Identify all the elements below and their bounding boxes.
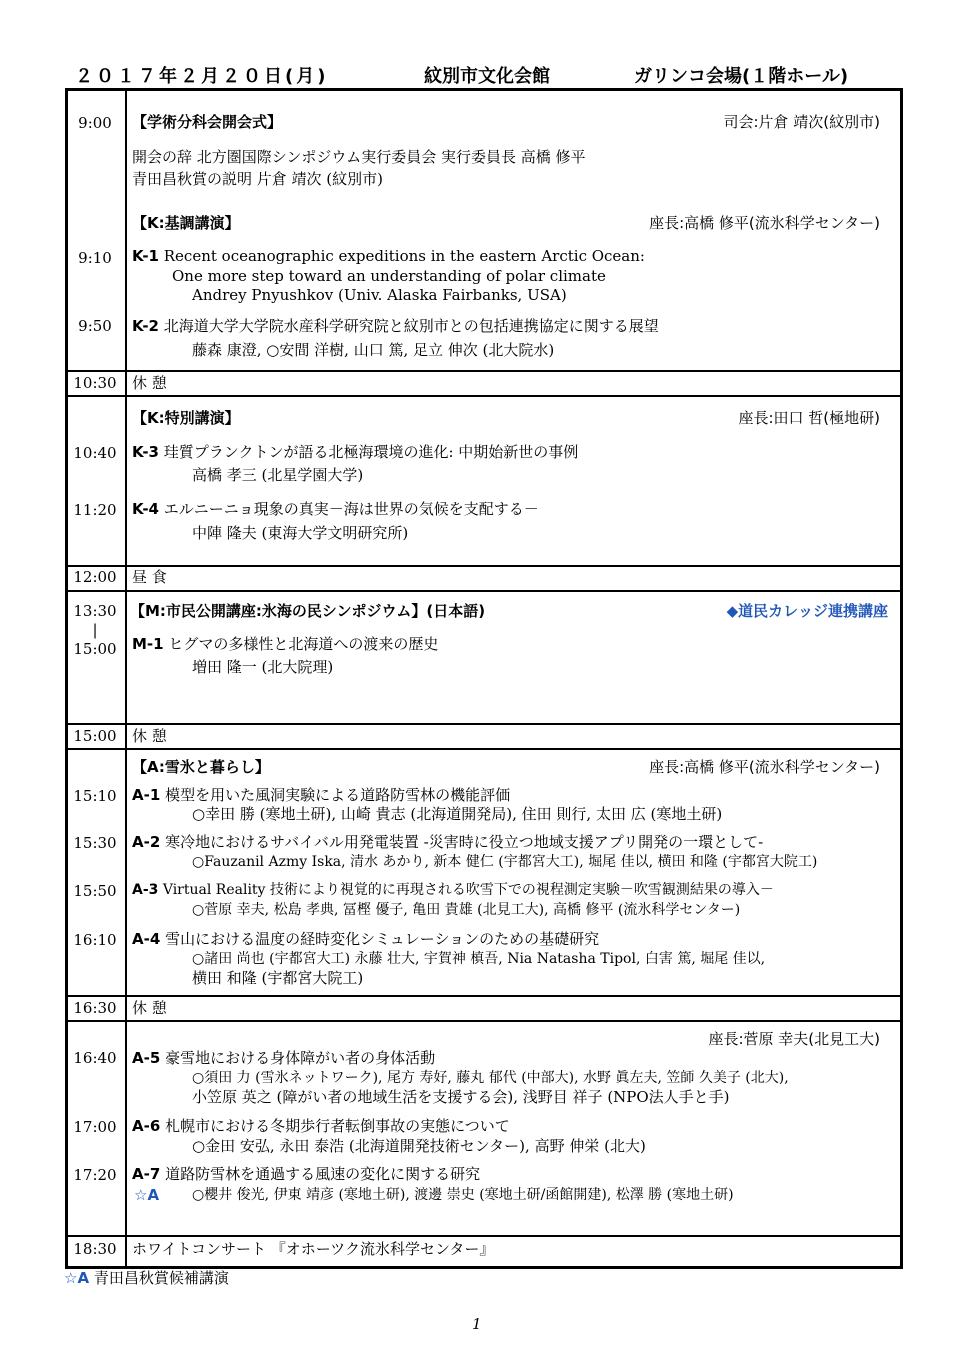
talk-code: A-6 xyxy=(132,1117,161,1135)
time-label: 12:00 xyxy=(73,568,117,586)
talk-code: A-2 xyxy=(132,833,161,851)
chair-label: 座長:菅原 幸夫(北見工大) xyxy=(708,1030,880,1048)
talk-code: A-3 xyxy=(132,882,159,898)
break-label: 休 憩 xyxy=(132,374,167,392)
row-divider xyxy=(65,395,900,397)
time-label: 16:30 xyxy=(73,999,117,1017)
talk-authors: 高橋 孝三 (北星学園大学) xyxy=(192,466,364,484)
talk-title: A-1 模型を用いた風洞実験による道路防雪林の機能評価 xyxy=(132,786,511,804)
award-mark: ☆A xyxy=(64,1269,90,1287)
talk-authors: Andrey Pnyushkov (Univ. Alaska Fairbanks, USA) xyxy=(192,286,567,304)
talk-title: A-4 雪山における温度の経時変化シミュレーションのための基礎研究 xyxy=(132,930,600,948)
opening-line: 開会の辞 北方圏国際シンポジウム実行委員会 実行委員長 高橋 修平 xyxy=(132,148,586,166)
college-badge: ◆道民カレッジ連携講座 xyxy=(726,602,888,620)
talk-code: K-3 xyxy=(132,443,159,461)
award-mark: ☆A xyxy=(134,1186,160,1204)
talk-authors: 藤森 康澄, ○安間 洋樹, 山口 篤, 足立 伸次 (北大院水) xyxy=(192,341,555,359)
section-heading: 【A:雪氷と暮らし】 xyxy=(132,758,270,776)
talk-title: A-2 寒冷地におけるサバイバル用発電装置 -災害時に役立つ地域支援アプリ開発の一環として- xyxy=(132,833,764,851)
opening-line: 青田昌秋賞の説明 片倉 靖次 (紋別市) xyxy=(132,170,384,188)
time-label: 9:10 xyxy=(78,249,112,267)
talk-title-cont: One more step toward an understanding of polar climate xyxy=(172,267,606,285)
time-label: 15:00 xyxy=(73,640,117,658)
talk-authors: 中陣 隆夫 (東海大学文明研究所) xyxy=(192,524,409,542)
row-divider xyxy=(65,565,900,567)
talk-code: K-2 xyxy=(132,317,159,335)
time-label: 17:00 xyxy=(73,1118,117,1136)
section-heading: 【K:特別講演】 xyxy=(132,409,240,427)
time-label: 10:40 xyxy=(73,444,117,462)
talk-authors: ○幸田 勝 (寒地土研), 山崎 貴志 (北海道開発局), 住田 則行, 太田 広 (寒地土研) xyxy=(192,805,723,823)
time-column-divider xyxy=(125,88,127,1266)
talk-code: A-4 xyxy=(132,930,161,948)
break-label: 休 憩 xyxy=(132,999,167,1017)
row-divider xyxy=(65,995,900,997)
talk-title: K-4 エルニーニョ現象の真実－海は世界の気候を支配する－ xyxy=(132,500,539,518)
row-divider xyxy=(65,748,900,750)
break-label: 昼 食 xyxy=(132,568,167,586)
time-label: 11:20 xyxy=(73,501,117,519)
talk-code: A-1 xyxy=(132,786,161,804)
talk-authors-cont: 小笠原 英之 (障がい者の地域生活を支援する会), 浅野目 祥子 (NPO法人手と手) xyxy=(192,1088,730,1106)
chair-label: 司会:片倉 靖次(紋別市) xyxy=(723,113,880,131)
talk-title: A-3 Virtual Reality 技術により視覚的に再現される吹雪下での視程測定実験－吹雪観測結果の導入－ xyxy=(132,882,774,898)
talk-title: A-6 札幌市における冬期歩行者転倒事故の実態について xyxy=(132,1117,510,1135)
time-label: 15:00 xyxy=(73,727,117,745)
talk-code: K-1 xyxy=(132,247,159,265)
row-divider xyxy=(65,1020,900,1022)
chair-label: 座長:高橋 修平(流氷科学センター) xyxy=(649,758,880,776)
time-label: 10:30 xyxy=(73,374,117,392)
page-number: 1 xyxy=(472,1315,482,1333)
row-divider xyxy=(65,723,900,725)
talk-code: M-1 xyxy=(132,635,164,653)
talk-authors: ○櫻井 俊光, 伊東 靖彦 (寒地土研), 渡邊 崇史 (寒地土研/函館開建), 松澤 勝 (寒地土研) xyxy=(192,1187,734,1203)
section-heading: 【K:基調講演】 xyxy=(132,214,240,232)
time-separator: | xyxy=(92,621,98,639)
time-label: 9:00 xyxy=(78,114,112,132)
time-label: 18:30 xyxy=(73,1240,117,1258)
talk-title: K-1 Recent oceanographic expeditions in the eastern Arctic Ocean: xyxy=(132,247,645,265)
talk-authors: ○須田 力 (雪氷ネットワーク), 尾方 寿好, 藤丸 郁代 (中部大), 水野 眞左夫, 笠師 久美子 (北大), xyxy=(192,1070,789,1086)
talk-code: A-5 xyxy=(132,1049,161,1067)
venue: 紋別市文化会館 xyxy=(424,66,550,87)
time-label: 15:10 xyxy=(73,787,117,805)
talk-title: A-7 道路防雪林を通過する風速の変化に関する研究 xyxy=(132,1165,481,1183)
footnote: ☆A 青田昌秋賞候補講演 xyxy=(64,1269,229,1287)
time-label: 16:10 xyxy=(73,931,117,949)
row-divider xyxy=(65,590,900,592)
time-label: 17:20 xyxy=(73,1166,117,1184)
talk-title: K-3 珪質プランクトンが語る北極海環境の進化: 中期始新世の事例 xyxy=(132,443,579,461)
time-label: 15:50 xyxy=(73,882,117,900)
talk-title: A-5 豪雪地における身体障がい者の身体活動 xyxy=(132,1049,436,1067)
time-label: 9:50 xyxy=(78,317,112,335)
talk-authors: 増田 隆一 (北大院理) xyxy=(192,658,334,676)
talk-authors: ○諸田 尚也 (宇都宮大工) 永藤 壮大, 宇賀神 槙吾, Nia Natasha Tipol, 白害 篤, 堀尾 佳以, xyxy=(192,951,766,967)
time-label: 13:30 xyxy=(73,602,117,620)
row-divider xyxy=(65,1235,900,1237)
talk-code: K-4 xyxy=(132,500,159,518)
hall: ガリンコ会場(１階ホール) xyxy=(634,66,849,87)
talk-title: K-2 北海道大学大学院水産科学研究院と紋別市との包括連携協定に関する展望 xyxy=(132,317,659,335)
time-label: 16:40 xyxy=(73,1049,117,1067)
talk-authors: ○金田 安弘, 永田 泰浩 (北海道開発技術センター), 高野 伸栄 (北大) xyxy=(192,1137,646,1155)
time-label: 15:30 xyxy=(73,834,117,852)
talk-authors: ○Fauzanil Azmy Iska, 清水 あかり, 新本 健仁 (宇都宮大工), 堀尾 佳以, 横田 和隆 (宇都宮大院工) xyxy=(192,854,818,870)
date: ２０１７年２月２０日(月) xyxy=(75,66,329,87)
talk-code: A-7 xyxy=(132,1165,161,1183)
section-heading: 【学術分科会開会式】 xyxy=(132,113,283,131)
talk-authors: ○菅原 幸夫, 松島 孝典, 冨樫 優子, 亀田 貴雄 (北見工大), 高橋 修平 (流氷科学センター) xyxy=(192,902,741,918)
section-heading: 【M:市民公開講座:氷海の民シンポジウム】(日本語) xyxy=(130,602,486,620)
concert-label: ホワイトコンサート 『オホーツク流氷科学センター』 xyxy=(132,1240,495,1258)
talk-title: M-1 ヒグマの多様性と北海道への渡来の歴史 xyxy=(132,635,439,653)
break-label: 休 憩 xyxy=(132,727,167,745)
chair-label: 座長:田口 哲(極地研) xyxy=(738,409,880,427)
chair-label: 座長:高橋 修平(流氷科学センター) xyxy=(649,214,880,232)
talk-authors-cont: 横田 和隆 (宇都宮大院工) xyxy=(192,969,364,987)
row-divider xyxy=(65,370,900,372)
